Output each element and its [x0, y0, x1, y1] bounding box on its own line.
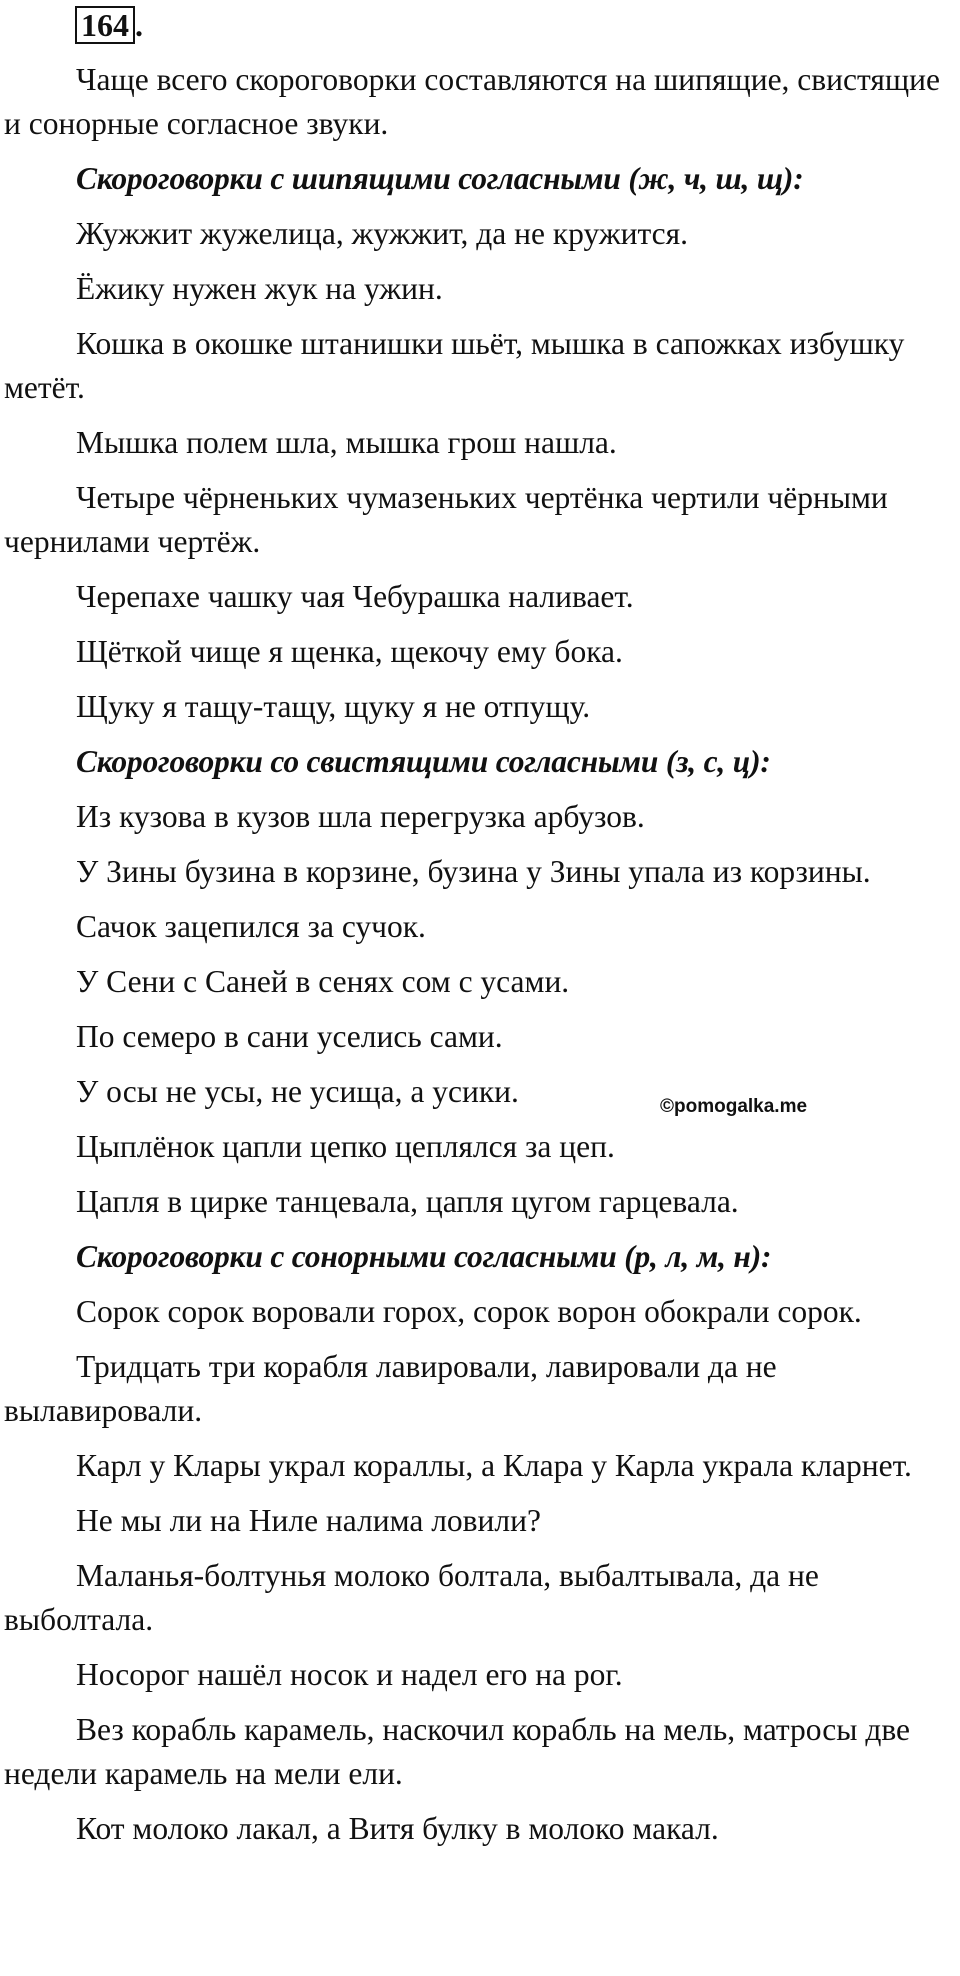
tongue-twister: Не мы ли на Ниле налима ловили? — [76, 1503, 541, 1538]
tongue-twister: Сорок сорок воровали горох, сорок ворон обокрали сорок. — [76, 1294, 862, 1329]
tongue-twister: У Сени с Саней в сенях сом с усами. — [76, 964, 570, 999]
section-heading-sonorant: Скороговорки с сонорными согласными (р, л, м, н): — [76, 1239, 772, 1274]
tongue-twister: Тридцать три корабля лавировали, лавировали да не вылавировали. — [4, 1349, 777, 1428]
tongue-twister: Карл у Клары украл кораллы, а Клара у Карла украла кларнет. — [76, 1448, 912, 1483]
tongue-twister: Кошка в окошке штанишки шьёт, мышка в сапожках избушку метёт. — [4, 326, 905, 405]
tongue-twister: Жужжит жужелица, жужжит, да не кружится. — [76, 216, 688, 251]
intro-paragraph: Чаще всего скороговорки составляются на шипящие, свистящие и сонорные согласное звуки. — [4, 62, 940, 141]
tongue-twister: Вез корабль карамель, наскочил корабль на мель, матросы две недели карамель на мели ели. — [4, 1712, 911, 1791]
exercise-number-box: 164 — [75, 6, 135, 44]
section-heading-whistling: Скороговорки со свистящими согласными (з, с, ц): — [76, 744, 771, 779]
exercise-number-dot: . — [135, 7, 143, 43]
tongue-twister: Щёткой чище я щенка, щекочу ему бока. — [76, 634, 623, 669]
section-heading-hissing: Скороговорки с шипящими согласными (ж, ч, ш, щ): — [76, 161, 804, 196]
tongue-twister: Носорог нашёл носок и надел его на рог. — [76, 1657, 623, 1692]
tongue-twister: Цапля в цирке танцевала, цапля цугом гарцевала. — [76, 1184, 739, 1219]
exercise-number — [75, 6, 143, 44]
tongue-twister: У осы не усы, не усища, а усики. — [76, 1074, 519, 1109]
watermark-text: ©pomogalka.me — [660, 1096, 808, 1117]
tongue-twister: Черепахе чашку чая Чебурашка наливает. — [76, 579, 634, 614]
exercise-body — [4, 58, 956, 1862]
tongue-twister: Сачок зацепился за сучок. — [76, 909, 426, 944]
tongue-twister: Мышка полем шла, мышка грош нашла. — [76, 425, 617, 460]
tongue-twister: Из кузова в кузов шла перегрузка арбузов. — [76, 799, 645, 834]
tongue-twister: Ёжику нужен жук на ужин. — [76, 271, 443, 306]
tongue-twister: Щуку я тащу-тащу, щуку я не отпущу. — [76, 689, 591, 724]
tongue-twister: Цыплёнок цапли цепко цеплялся за цеп. — [76, 1129, 615, 1164]
tongue-twister: У Зины бузина в корзине, бузина у Зины упала из корзины. — [76, 854, 871, 889]
tongue-twister: Кот молоко лакал, а Витя булку в молоко макал. — [76, 1811, 719, 1846]
tongue-twister: Маланья-болтунья молоко болтала, выбалтывала, да не выболтала. — [4, 1558, 819, 1637]
tongue-twister: Четыре чёрненьких чумазеньких чертёнка чертили чёрными чернилами чертёж. — [4, 480, 888, 559]
tongue-twister: По семеро в сани уселись сами. — [76, 1019, 503, 1054]
